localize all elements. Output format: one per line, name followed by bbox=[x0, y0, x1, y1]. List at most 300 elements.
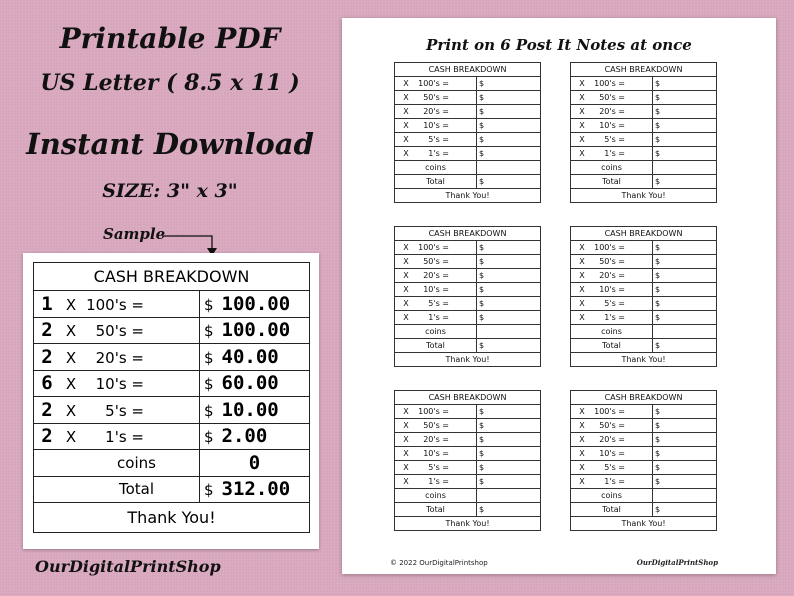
note-denomination: 10's = bbox=[423, 284, 449, 294]
sample-multiply-sign: X bbox=[65, 322, 77, 341]
note-amount-cell bbox=[653, 269, 717, 283]
note-coins-amount-cell bbox=[477, 325, 541, 339]
note-row bbox=[395, 269, 541, 283]
sample-amount-cell bbox=[200, 370, 310, 397]
note-total-row bbox=[395, 175, 541, 189]
note-total-label: Total bbox=[571, 339, 653, 353]
sample-quantity: 2 bbox=[41, 398, 53, 421]
note-dollar-sign: $ bbox=[655, 476, 661, 486]
sample-amount: 40.00 bbox=[221, 345, 279, 368]
note-multiply-sign: X bbox=[579, 134, 585, 144]
note-multiply-sign: X bbox=[579, 148, 585, 158]
note-row bbox=[395, 119, 541, 133]
note-denomination-cell bbox=[571, 475, 653, 489]
note-dollar-sign: $ bbox=[655, 298, 661, 308]
note-denomination-cell bbox=[395, 91, 477, 105]
sample-coins-row bbox=[34, 450, 310, 477]
note-total-dollar-sign: $ bbox=[653, 175, 717, 189]
note-thanks-row bbox=[395, 189, 541, 203]
note-denomination-cell bbox=[395, 405, 477, 419]
note-header: CASH BREAKDOWN bbox=[571, 391, 717, 405]
note-multiply-sign: X bbox=[579, 78, 585, 88]
note-amount-cell bbox=[477, 133, 541, 147]
note-multiply-sign: X bbox=[579, 92, 585, 102]
note-denomination: 100's = bbox=[594, 406, 625, 416]
note-denomination-cell bbox=[571, 241, 653, 255]
post-it-note bbox=[394, 62, 541, 203]
note-denomination: 5's = bbox=[604, 462, 625, 472]
note-amount-cell bbox=[653, 255, 717, 269]
note-row bbox=[395, 105, 541, 119]
note-row bbox=[395, 147, 541, 161]
note-denomination: 50's = bbox=[599, 256, 625, 266]
note-dollar-sign: $ bbox=[479, 448, 485, 458]
note-total-row bbox=[395, 503, 541, 517]
sample-dollar-sign: $ bbox=[204, 401, 214, 420]
note-denomination: 1's = bbox=[604, 312, 625, 322]
shop-name: OurDigitalPrintShop bbox=[35, 557, 221, 576]
note-denomination-cell bbox=[571, 433, 653, 447]
post-it-note bbox=[394, 226, 541, 367]
note-amount-cell bbox=[477, 475, 541, 489]
sample-header: CASH BREAKDOWN bbox=[34, 263, 310, 291]
note-dollar-sign: $ bbox=[479, 420, 485, 430]
post-it-note bbox=[570, 226, 717, 367]
note-denomination: 50's = bbox=[423, 420, 449, 430]
note-denomination-cell bbox=[571, 91, 653, 105]
note-coins-row bbox=[395, 325, 541, 339]
note-thanks: Thank You! bbox=[571, 353, 717, 367]
note-amount-cell bbox=[653, 311, 717, 325]
note-denomination: 100's = bbox=[418, 78, 449, 88]
note-thanks-row bbox=[571, 353, 717, 367]
note-denomination: 20's = bbox=[423, 106, 449, 116]
note-denomination: 5's = bbox=[428, 298, 449, 308]
note-amount-cell bbox=[477, 297, 541, 311]
sample-row bbox=[34, 317, 310, 344]
sample-header-row bbox=[34, 263, 310, 291]
note-denomination-cell bbox=[571, 255, 653, 269]
note-denomination-cell bbox=[571, 147, 653, 161]
note-header: CASH BREAKDOWN bbox=[395, 227, 541, 241]
sample-amount-cell bbox=[200, 423, 310, 450]
note-multiply-sign: X bbox=[579, 434, 585, 444]
note-total-label: Total bbox=[395, 175, 477, 189]
note-dollar-sign: $ bbox=[655, 92, 661, 102]
note-multiply-sign: X bbox=[403, 406, 409, 416]
note-coins-amount-cell bbox=[477, 489, 541, 503]
note-denomination-cell bbox=[395, 297, 477, 311]
note-multiply-sign: X bbox=[403, 312, 409, 322]
note-coins-amount-cell bbox=[653, 489, 717, 503]
note-amount-cell bbox=[477, 311, 541, 325]
note-dollar-sign: $ bbox=[655, 148, 661, 158]
note-amount-cell bbox=[653, 133, 717, 147]
note-denomination-cell bbox=[395, 133, 477, 147]
note-amount-cell bbox=[477, 255, 541, 269]
note-coins-amount-cell bbox=[653, 325, 717, 339]
note-header-row bbox=[395, 227, 541, 241]
note-row bbox=[571, 133, 717, 147]
note-denomination-cell bbox=[571, 311, 653, 325]
note-header-row bbox=[395, 391, 541, 405]
sample-denomination-cell bbox=[34, 370, 200, 397]
note-row bbox=[571, 297, 717, 311]
note-thanks-row bbox=[571, 189, 717, 203]
note-dollar-sign: $ bbox=[479, 106, 485, 116]
note-multiply-sign: X bbox=[403, 448, 409, 458]
sample-amount: 100.00 bbox=[221, 292, 291, 315]
sample-total-cell bbox=[200, 476, 310, 503]
note-dollar-sign: $ bbox=[479, 256, 485, 266]
note-row bbox=[395, 283, 541, 297]
note-header: CASH BREAKDOWN bbox=[571, 227, 717, 241]
note-row bbox=[571, 119, 717, 133]
sample-quantity: 6 bbox=[41, 372, 53, 395]
note-denomination: 10's = bbox=[423, 448, 449, 458]
note-amount-cell bbox=[477, 283, 541, 297]
note-denomination: 50's = bbox=[423, 92, 449, 102]
note-denomination: 1's = bbox=[428, 148, 449, 158]
note-thanks: Thank You! bbox=[395, 353, 541, 367]
note-multiply-sign: X bbox=[403, 434, 409, 444]
note-denomination: 10's = bbox=[423, 120, 449, 130]
note-coins-row bbox=[571, 325, 717, 339]
note-denomination-cell bbox=[571, 297, 653, 311]
note-amount-cell bbox=[653, 77, 717, 91]
note-header-row bbox=[571, 63, 717, 77]
note-dollar-sign: $ bbox=[479, 284, 485, 294]
note-total-row bbox=[395, 339, 541, 353]
note-coins-label: coins bbox=[395, 161, 477, 175]
note-coins-row bbox=[571, 161, 717, 175]
note-dollar-sign: $ bbox=[479, 312, 485, 322]
note-dollar-sign: $ bbox=[655, 78, 661, 88]
printable-sheet bbox=[342, 18, 776, 574]
sample-quantity: 2 bbox=[41, 425, 53, 448]
note-denomination-cell bbox=[395, 255, 477, 269]
note-denomination-cell bbox=[395, 119, 477, 133]
note-row bbox=[395, 91, 541, 105]
sample-card bbox=[23, 253, 319, 549]
sample-denomination-cell bbox=[34, 397, 200, 424]
sample-quantity: 2 bbox=[41, 345, 53, 368]
note-multiply-sign: X bbox=[403, 242, 409, 252]
note-dollar-sign: $ bbox=[655, 434, 661, 444]
note-dollar-sign: $ bbox=[479, 462, 485, 472]
note-amount-cell bbox=[477, 119, 541, 133]
note-amount-cell bbox=[477, 91, 541, 105]
note-denomination-cell bbox=[571, 419, 653, 433]
note-multiply-sign: X bbox=[403, 120, 409, 130]
note-denomination: 10's = bbox=[599, 120, 625, 130]
note-coins-label: coins bbox=[395, 489, 477, 503]
note-row bbox=[571, 91, 717, 105]
sample-multiply-sign: X bbox=[65, 428, 77, 447]
note-row bbox=[395, 461, 541, 475]
note-dollar-sign: $ bbox=[479, 476, 485, 486]
note-dollar-sign: $ bbox=[479, 270, 485, 280]
sample-dollar-sign: $ bbox=[204, 348, 214, 367]
note-denomination: 10's = bbox=[599, 448, 625, 458]
sample-amount-cell bbox=[200, 317, 310, 344]
note-coins-amount-cell bbox=[477, 161, 541, 175]
sample-amount-cell bbox=[200, 291, 310, 318]
note-amount-cell bbox=[653, 147, 717, 161]
post-it-note bbox=[394, 390, 541, 531]
note-multiply-sign: X bbox=[403, 270, 409, 280]
note-total-row bbox=[571, 503, 717, 517]
note-denomination-cell bbox=[395, 269, 477, 283]
sample-amount-cell bbox=[200, 344, 310, 371]
sample-quantity: 1 bbox=[41, 292, 53, 315]
note-dollar-sign: $ bbox=[655, 106, 661, 116]
note-denomination-cell bbox=[395, 311, 477, 325]
note-dollar-sign: $ bbox=[479, 242, 485, 252]
note-row bbox=[571, 255, 717, 269]
note-dollar-sign: $ bbox=[479, 434, 485, 444]
note-multiply-sign: X bbox=[403, 148, 409, 158]
sample-thanks-row bbox=[34, 503, 310, 533]
note-header: CASH BREAKDOWN bbox=[395, 391, 541, 405]
note-multiply-sign: X bbox=[579, 270, 585, 280]
note-multiply-sign: X bbox=[403, 256, 409, 266]
note-dollar-sign: $ bbox=[479, 406, 485, 416]
note-row bbox=[571, 77, 717, 91]
note-dollar-sign: $ bbox=[655, 256, 661, 266]
note-denomination-cell bbox=[571, 133, 653, 147]
note-amount-cell bbox=[653, 119, 717, 133]
sample-amount-cell bbox=[200, 397, 310, 424]
sample-amount: 100.00 bbox=[221, 319, 291, 342]
note-denomination: 5's = bbox=[428, 134, 449, 144]
note-denomination: 1's = bbox=[604, 476, 625, 486]
note-row bbox=[571, 241, 717, 255]
sample-cash-breakdown-table bbox=[33, 262, 310, 533]
note-dollar-sign: $ bbox=[655, 120, 661, 130]
sample-denomination-cell bbox=[34, 291, 200, 318]
note-row bbox=[571, 269, 717, 283]
note-multiply-sign: X bbox=[403, 462, 409, 472]
sample-row bbox=[34, 370, 310, 397]
note-multiply-sign: X bbox=[403, 284, 409, 294]
note-dollar-sign: $ bbox=[655, 284, 661, 294]
note-row bbox=[571, 147, 717, 161]
note-denomination: 1's = bbox=[428, 476, 449, 486]
note-denomination: 20's = bbox=[599, 106, 625, 116]
promo-title: Printable PDF bbox=[59, 22, 281, 55]
note-amount-cell bbox=[653, 447, 717, 461]
note-amount-cell bbox=[477, 419, 541, 433]
note-row bbox=[395, 297, 541, 311]
note-multiply-sign: X bbox=[579, 242, 585, 252]
footer-copyright: © 2022 OurDigitalPrintshop bbox=[390, 559, 488, 567]
note-row bbox=[395, 433, 541, 447]
sample-row bbox=[34, 344, 310, 371]
note-denomination: 20's = bbox=[423, 434, 449, 444]
note-row bbox=[395, 419, 541, 433]
note-amount-cell bbox=[653, 419, 717, 433]
note-row bbox=[395, 241, 541, 255]
note-denomination: 1's = bbox=[428, 312, 449, 322]
sample-quantity: 2 bbox=[41, 319, 53, 342]
note-row bbox=[395, 133, 541, 147]
note-coins-label: coins bbox=[395, 325, 477, 339]
post-it-note bbox=[570, 62, 717, 203]
sample-total-dollar-sign: $ bbox=[204, 481, 214, 500]
note-header-row bbox=[571, 391, 717, 405]
note-row bbox=[571, 433, 717, 447]
sample-denomination: 50's = bbox=[95, 322, 144, 341]
note-thanks-row bbox=[395, 353, 541, 367]
note-denomination: 5's = bbox=[604, 298, 625, 308]
note-denomination-cell bbox=[571, 405, 653, 419]
sample-dollar-sign: $ bbox=[204, 295, 214, 314]
note-header: CASH BREAKDOWN bbox=[571, 63, 717, 77]
note-amount-cell bbox=[653, 91, 717, 105]
promo-paper-size: US Letter ( 8.5 x 11 ) bbox=[40, 70, 300, 96]
note-row bbox=[571, 419, 717, 433]
note-amount-cell bbox=[477, 241, 541, 255]
note-amount-cell bbox=[653, 461, 717, 475]
note-coins-amount-cell bbox=[653, 161, 717, 175]
note-denomination-cell bbox=[395, 77, 477, 91]
note-denomination: 5's = bbox=[604, 134, 625, 144]
note-row bbox=[395, 475, 541, 489]
note-total-label: Total bbox=[571, 175, 653, 189]
note-multiply-sign: X bbox=[403, 134, 409, 144]
note-multiply-sign: X bbox=[403, 78, 409, 88]
note-amount-cell bbox=[477, 405, 541, 419]
note-multiply-sign: X bbox=[579, 476, 585, 486]
note-dollar-sign: $ bbox=[655, 406, 661, 416]
note-denomination-cell bbox=[571, 77, 653, 91]
note-denomination: 100's = bbox=[594, 242, 625, 252]
note-dollar-sign: $ bbox=[655, 134, 661, 144]
promo-instant-download: Instant Download bbox=[26, 127, 314, 161]
sample-thanks: Thank You! bbox=[34, 503, 310, 533]
note-coins-label: coins bbox=[571, 489, 653, 503]
note-amount-cell bbox=[653, 433, 717, 447]
note-header: CASH BREAKDOWN bbox=[395, 63, 541, 77]
note-total-row bbox=[571, 175, 717, 189]
sample-dollar-sign: $ bbox=[204, 322, 214, 341]
sample-dollar-sign: $ bbox=[204, 428, 214, 447]
note-amount-cell bbox=[477, 461, 541, 475]
sheet-title: Print on 6 Post It Notes at once bbox=[426, 36, 692, 54]
note-denomination: 10's = bbox=[599, 284, 625, 294]
note-amount-cell bbox=[477, 147, 541, 161]
note-amount-cell bbox=[477, 447, 541, 461]
note-amount-cell bbox=[653, 105, 717, 119]
note-row bbox=[571, 447, 717, 461]
sample-dollar-sign: $ bbox=[204, 375, 214, 394]
note-multiply-sign: X bbox=[403, 106, 409, 116]
note-row bbox=[395, 255, 541, 269]
note-denomination: 50's = bbox=[599, 420, 625, 430]
note-dollar-sign: $ bbox=[655, 462, 661, 472]
note-multiply-sign: X bbox=[579, 448, 585, 458]
sample-multiply-sign: X bbox=[65, 375, 77, 394]
note-denomination-cell bbox=[395, 419, 477, 433]
note-denomination: 100's = bbox=[594, 78, 625, 88]
note-row bbox=[395, 311, 541, 325]
sample-denomination-cell bbox=[34, 344, 200, 371]
note-multiply-sign: X bbox=[579, 106, 585, 116]
sample-denomination: 20's = bbox=[95, 348, 144, 367]
sample-denomination-cell bbox=[34, 317, 200, 344]
note-header-row bbox=[395, 63, 541, 77]
sample-denomination-cell bbox=[34, 423, 200, 450]
sample-total-label: Total bbox=[34, 476, 200, 503]
sample-amount: 60.00 bbox=[221, 372, 279, 395]
sample-denomination: 5's = bbox=[105, 401, 144, 420]
note-denomination-cell bbox=[571, 269, 653, 283]
note-thanks: Thank You! bbox=[571, 517, 717, 531]
note-multiply-sign: X bbox=[579, 462, 585, 472]
note-denomination-cell bbox=[395, 447, 477, 461]
note-multiply-sign: X bbox=[579, 298, 585, 308]
note-coins-label: coins bbox=[571, 325, 653, 339]
note-multiply-sign: X bbox=[579, 312, 585, 322]
note-denomination-cell bbox=[571, 119, 653, 133]
note-denomination: 20's = bbox=[599, 270, 625, 280]
note-amount-cell bbox=[653, 241, 717, 255]
note-dollar-sign: $ bbox=[655, 270, 661, 280]
note-thanks: Thank You! bbox=[571, 189, 717, 203]
note-dollar-sign: $ bbox=[655, 420, 661, 430]
note-denomination-cell bbox=[571, 105, 653, 119]
note-total-label: Total bbox=[395, 503, 477, 517]
sample-total-amount: 312.00 bbox=[221, 478, 291, 501]
note-thanks-row bbox=[571, 517, 717, 531]
note-row bbox=[571, 405, 717, 419]
note-multiply-sign: X bbox=[579, 284, 585, 294]
note-coins-label: coins bbox=[571, 161, 653, 175]
note-denomination-cell bbox=[395, 241, 477, 255]
note-total-dollar-sign: $ bbox=[653, 339, 717, 353]
note-denomination-cell bbox=[571, 461, 653, 475]
note-total-dollar-sign: $ bbox=[477, 175, 541, 189]
note-row bbox=[571, 311, 717, 325]
note-denomination-cell bbox=[571, 447, 653, 461]
note-denomination-cell bbox=[395, 105, 477, 119]
note-dollar-sign: $ bbox=[479, 120, 485, 130]
note-denomination: 50's = bbox=[599, 92, 625, 102]
sample-row bbox=[34, 397, 310, 424]
note-multiply-sign: X bbox=[579, 406, 585, 416]
sample-amount: 10.00 bbox=[221, 398, 279, 421]
note-amount-cell bbox=[477, 105, 541, 119]
sample-multiply-sign: X bbox=[65, 348, 77, 367]
sample-coins-amount: 0 bbox=[200, 450, 310, 477]
note-amount-cell bbox=[477, 269, 541, 283]
note-coins-row bbox=[395, 489, 541, 503]
note-denomination-cell bbox=[395, 283, 477, 297]
note-dollar-sign: $ bbox=[655, 242, 661, 252]
post-it-note bbox=[570, 390, 717, 531]
note-total-label: Total bbox=[571, 503, 653, 517]
note-amount-cell bbox=[477, 77, 541, 91]
sample-denomination: 100's = bbox=[86, 295, 144, 314]
note-denomination: 50's = bbox=[423, 256, 449, 266]
note-multiply-sign: X bbox=[403, 298, 409, 308]
sample-coins-label: coins bbox=[34, 450, 200, 477]
note-denomination-cell bbox=[395, 147, 477, 161]
note-multiply-sign: X bbox=[579, 420, 585, 430]
note-row bbox=[395, 405, 541, 419]
note-multiply-sign: X bbox=[403, 420, 409, 430]
